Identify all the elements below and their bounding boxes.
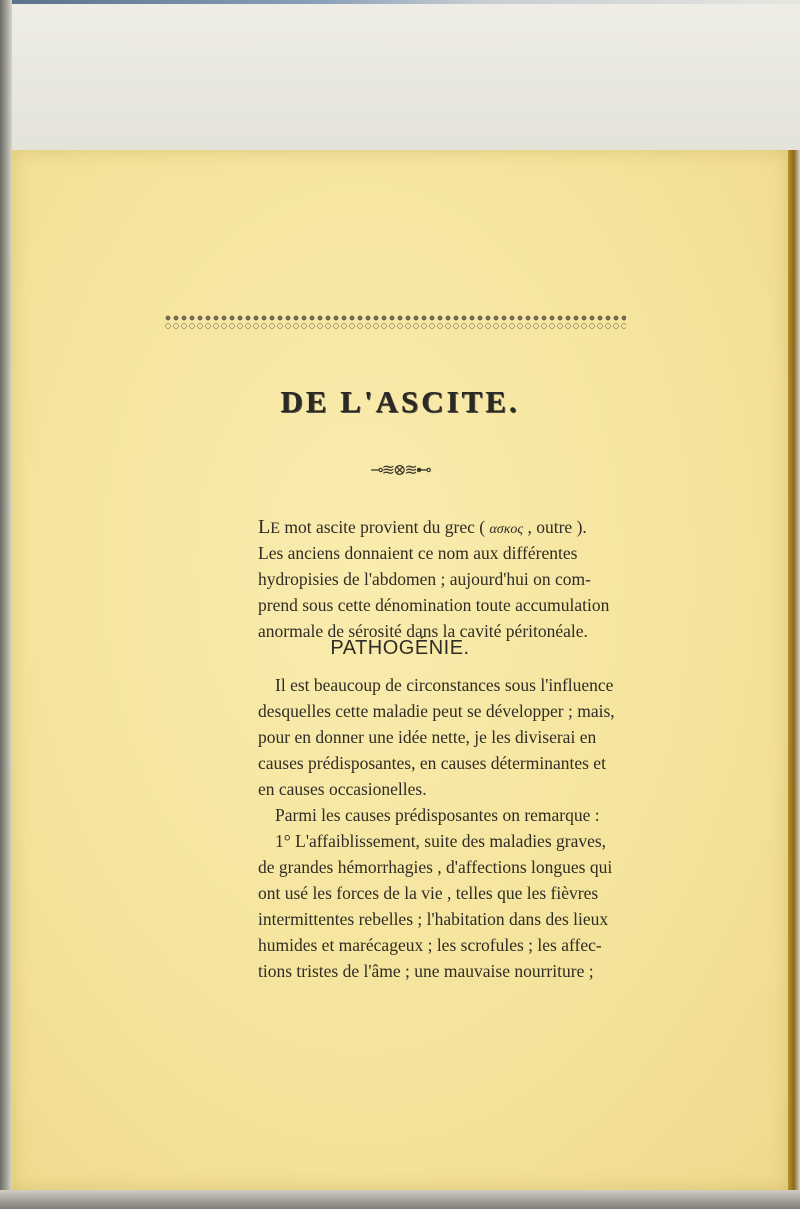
book-page (12, 150, 788, 1190)
drop-cap: L (258, 516, 271, 538)
intro-line: prend sous cette dénomination toute accumulation (258, 595, 610, 615)
paragraph-line: Il est beaucoup de circonstances sous l'influence (275, 675, 614, 695)
bottom-shadow (0, 1190, 800, 1209)
page-right-edge (788, 150, 800, 1195)
drop-cap-rest: E (270, 520, 280, 537)
paragraph-line: intermittentes rebelles ; l'habitation dans des lieux (258, 909, 609, 929)
intro-line-1-text: mot ascite provient du grec ( (280, 517, 490, 537)
paragraph-line: en causes occasionelles. (258, 779, 427, 799)
intro-line: anormale de sérosité dans la cavité péritonéale. (258, 621, 588, 641)
paragraph-line: pour en donner une idée nette, je les diviserai en (258, 727, 597, 747)
intro-line: hydropisies de l'abdomen ; aujourd'hui on com- (258, 569, 591, 589)
greek-word: ασκος (489, 522, 524, 537)
backdrop-top (0, 0, 800, 150)
paragraph-line: de grandes hémorrhagies , d'affections longues qui (258, 857, 613, 877)
title-flourish: ⊸≋⊗≋⊷ (370, 462, 430, 479)
ornamental-border (164, 313, 626, 331)
paragraph-line: ont usé les forces de la vie , telles que les fièvres (258, 883, 599, 903)
paragraph-line: desquelles cette maladie peut se développer ; mais, (258, 701, 615, 721)
section-heading: PATHOGÉNIE. (330, 637, 470, 659)
chapter-title: DE L'ASCITE. (280, 384, 520, 419)
book-spine-edge (0, 0, 12, 1209)
paragraph-line: humides et marécageux ; les scrofules ; les affec- (258, 935, 602, 955)
paragraph-line: 1° L'affaiblissement, suite des maladies graves, (275, 831, 607, 851)
intro-line: Les anciens donnaient ce nom aux différentes (258, 543, 578, 563)
intro-line-1 (258, 516, 587, 541)
paragraph-line: Parmi les causes prédisposantes on remarque : (275, 805, 600, 825)
paragraph-line: tions tristes de l'âme ; une mauvaise nourriture ; (258, 961, 594, 981)
paragraph-line: causes prédisposantes, en causes déterminantes et (258, 753, 606, 773)
top-color-strip (0, 0, 800, 4)
intro-line-1-tail: , outre ). (523, 517, 587, 537)
